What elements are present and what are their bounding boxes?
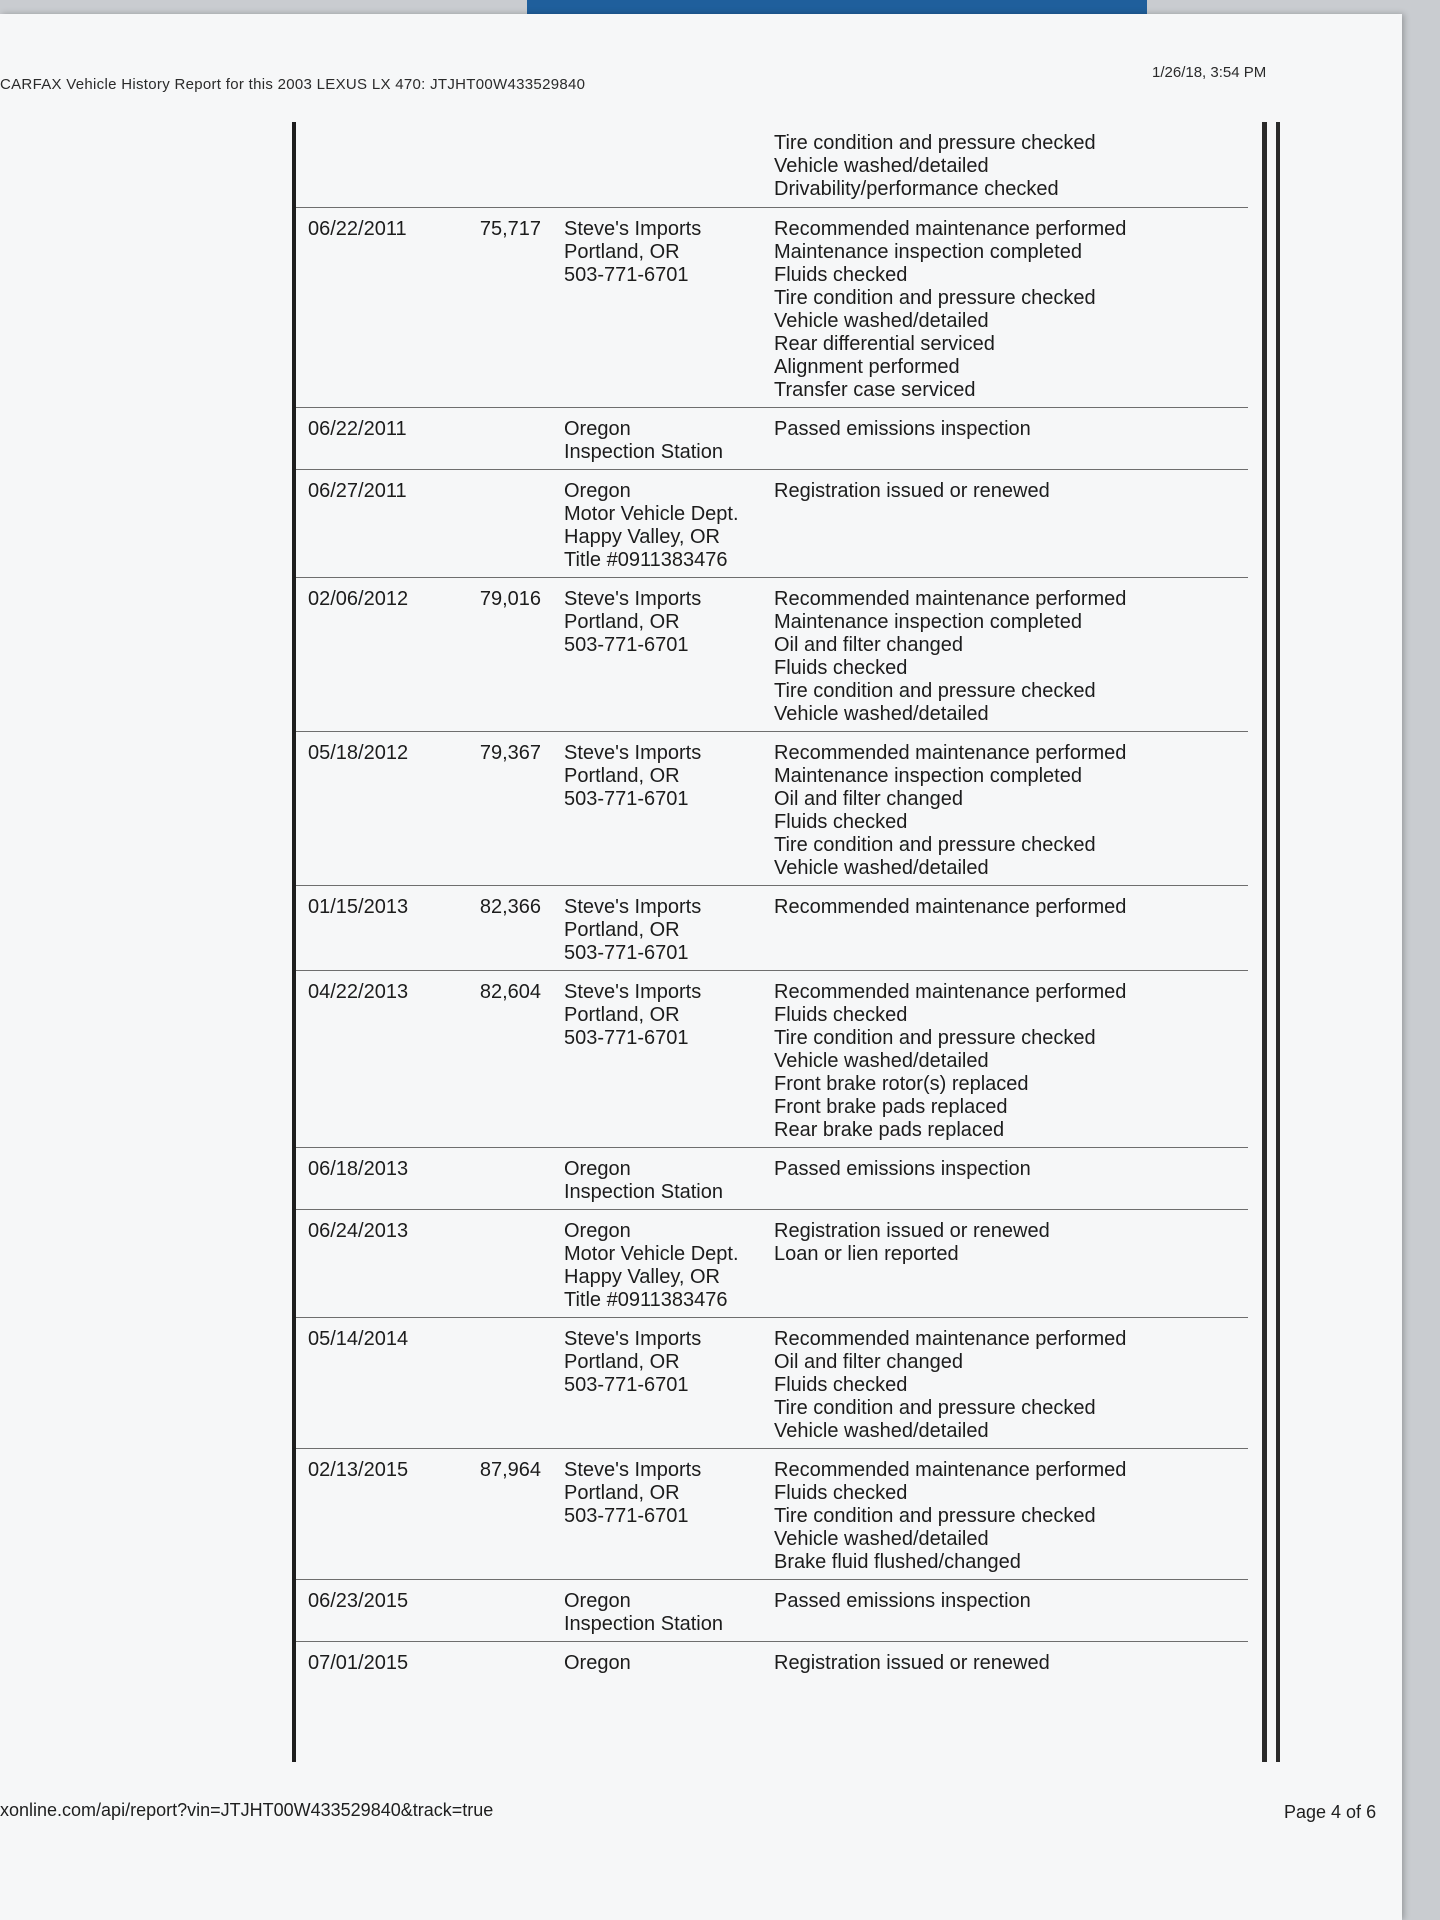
source-line: Happy Valley, OR [564, 1266, 720, 1288]
record-date: 05/14/2014 [308, 1328, 409, 1350]
comment-line: Fluids checked [774, 811, 908, 833]
comment-line: Tire condition and pressure checked [774, 1027, 1096, 1049]
record-source [564, 742, 764, 811]
table-right-rule-outer [1276, 122, 1280, 1762]
source-line: 503-771-6701 [564, 788, 689, 810]
comment-line: Recommended maintenance performed [774, 588, 1127, 610]
record-odometer: 75,717 [479, 218, 541, 240]
record-source [564, 1158, 764, 1204]
record-comments [774, 480, 1244, 503]
source-line: Title #0911383476 [564, 1289, 728, 1311]
comment-line: Passed emissions inspection [774, 418, 1031, 440]
source-line: Steve's Imports [564, 1328, 702, 1350]
record-date: 02/13/2015 [308, 1459, 409, 1481]
record-comments [774, 1158, 1244, 1181]
source-line: Happy Valley, OR [564, 526, 720, 548]
source-line: Steve's Imports [564, 1459, 702, 1481]
comment-line: Tire condition and pressure checked [774, 1397, 1096, 1419]
source-line: 503-771-6701 [564, 942, 689, 964]
history-row [296, 207, 1248, 407]
source-line: Inspection Station [564, 441, 723, 463]
record-comments [774, 1220, 1244, 1266]
comment-line: Vehicle washed/detailed [774, 703, 989, 725]
source-line: Steve's Imports [564, 218, 702, 240]
source-line: Steve's Imports [564, 981, 702, 1003]
comment-line: Maintenance inspection completed [774, 241, 1082, 263]
record-odometer: 82,366 [479, 896, 541, 918]
comment-line: Oil and filter changed [774, 788, 964, 810]
history-row [296, 577, 1248, 731]
history-row [296, 1641, 1248, 1680]
source-line: Oregon [564, 1652, 631, 1674]
print-datetime: 1/26/18, 3:54 PM [1152, 64, 1267, 81]
comment-line: Vehicle washed/detailed [774, 310, 989, 332]
source-line: Portland, OR [564, 765, 680, 787]
history-row [296, 1448, 1248, 1579]
record-odometer: 87,964 [479, 1459, 541, 1481]
history-row [296, 1209, 1248, 1317]
record-date: 05/18/2012 [308, 742, 409, 764]
comment-line: Fluids checked [774, 1004, 908, 1026]
record-source [564, 480, 764, 572]
record-comments [774, 981, 1244, 1142]
comment-line: Transfer case serviced [774, 379, 976, 401]
comment-line: Recommended maintenance performed [774, 742, 1127, 764]
history-row [296, 407, 1248, 469]
comment-line: Fluids checked [774, 1482, 908, 1504]
footer-url: xonline.com/api/report?vin=JTJHT00W433529840&track=true [0, 1800, 494, 1820]
source-line: Inspection Station [564, 1613, 723, 1635]
report-page [0, 14, 1402, 1920]
record-source [564, 588, 764, 657]
comment-line: Recommended maintenance performed [774, 1459, 1127, 1481]
comment-line: Tire condition and pressure checked [774, 287, 1096, 309]
record-date: 02/06/2012 [308, 588, 409, 610]
record-date: 06/24/2013 [308, 1220, 409, 1242]
source-line: Steve's Imports [564, 742, 702, 764]
comment-line: Rear differential serviced [774, 333, 995, 355]
comment-line: Fluids checked [774, 1374, 908, 1396]
record-source [564, 1459, 764, 1528]
comment-line: Recommended maintenance performed [774, 981, 1127, 1003]
record-comments [774, 418, 1244, 441]
comment-line: Fluids checked [774, 657, 908, 679]
source-line: Motor Vehicle Dept. [564, 1243, 739, 1265]
comment-line: Vehicle washed/detailed [774, 155, 989, 177]
record-date: 04/22/2013 [308, 981, 409, 1003]
table-right-rule [1262, 122, 1267, 1762]
record-source [564, 1220, 764, 1312]
record-date: 06/18/2013 [308, 1158, 409, 1180]
source-line: Oregon [564, 1158, 631, 1180]
record-date: 06/27/2011 [308, 480, 407, 502]
comment-line: Rear brake pads replaced [774, 1119, 1005, 1141]
record-source [564, 1590, 764, 1636]
source-line: Steve's Imports [564, 896, 702, 918]
comment-line: Recommended maintenance performed [774, 1328, 1127, 1350]
history-table [292, 122, 1248, 1762]
history-row [296, 1317, 1248, 1448]
record-source [564, 218, 764, 287]
source-line: Portland, OR [564, 1004, 680, 1026]
source-line: Oregon [564, 480, 631, 502]
record-comments [774, 1590, 1244, 1613]
history-row [296, 1579, 1248, 1641]
record-date: 01/15/2013 [308, 896, 409, 918]
history-row [296, 1147, 1248, 1209]
source-line: Portland, OR [564, 919, 680, 941]
record-odometer: 79,367 [479, 742, 541, 764]
record-comments [774, 1652, 1244, 1675]
comment-line: Passed emissions inspection [774, 1158, 1031, 1180]
comment-line: Vehicle washed/detailed [774, 1050, 989, 1072]
source-line: Oregon [564, 418, 631, 440]
record-source [564, 896, 764, 965]
source-line: Portland, OR [564, 1351, 680, 1373]
comment-line: Tire condition and pressure checked [774, 680, 1096, 702]
source-line: 503-771-6701 [564, 1505, 689, 1527]
history-row [296, 469, 1248, 577]
source-line: Portland, OR [564, 241, 680, 263]
record-comments [774, 1328, 1244, 1443]
source-line: Inspection Station [564, 1181, 723, 1203]
comment-line: Registration issued or renewed [774, 1220, 1050, 1242]
comment-line: Alignment performed [774, 356, 960, 378]
source-line: Portland, OR [564, 1482, 680, 1504]
record-comments [774, 132, 1244, 201]
comment-line: Front brake pads replaced [774, 1096, 1008, 1118]
record-date: 06/23/2015 [308, 1590, 409, 1612]
report-title: CARFAX Vehicle History Report for this 2003 LEXUS LX 470: JTJHT00W433529840 [0, 76, 586, 93]
source-line: Portland, OR [564, 611, 680, 633]
comment-line: Registration issued or renewed [774, 480, 1050, 502]
comment-line: Maintenance inspection completed [774, 611, 1082, 633]
record-source [564, 981, 764, 1050]
comment-line: Oil and filter changed [774, 1351, 964, 1373]
record-date: 06/22/2011 [308, 418, 407, 440]
source-line: 503-771-6701 [564, 1027, 689, 1049]
comment-line: Maintenance inspection completed [774, 765, 1082, 787]
record-source [564, 1652, 764, 1675]
comment-line: Registration issued or renewed [774, 1652, 1050, 1674]
history-row [296, 122, 1248, 207]
comment-line: Passed emissions inspection [774, 1590, 1031, 1612]
source-line: Motor Vehicle Dept. [564, 503, 739, 525]
source-line: 503-771-6701 [564, 264, 689, 286]
comment-line: Front brake rotor(s) replaced [774, 1073, 1029, 1095]
record-comments [774, 896, 1244, 919]
record-date: 07/01/2015 [308, 1652, 409, 1674]
comment-line: Recommended maintenance performed [774, 896, 1127, 918]
record-source [564, 1328, 764, 1397]
source-line: Oregon [564, 1220, 631, 1242]
comment-line: Tire condition and pressure checked [774, 1505, 1096, 1527]
comment-line: Drivability/performance checked [774, 178, 1059, 200]
source-line: Title #0911383476 [564, 549, 728, 571]
record-source [564, 418, 764, 464]
source-line: 503-771-6701 [564, 634, 689, 656]
comment-line: Recommended maintenance performed [774, 218, 1127, 240]
comment-line: Vehicle washed/detailed [774, 1528, 989, 1550]
comment-line: Tire condition and pressure checked [774, 132, 1096, 154]
comment-line: Oil and filter changed [774, 634, 964, 656]
source-line: Steve's Imports [564, 588, 702, 610]
history-row [296, 885, 1248, 970]
comment-line: Vehicle washed/detailed [774, 857, 989, 879]
source-line: 503-771-6701 [564, 1374, 689, 1396]
page-number: Page 4 of 6 [1284, 1802, 1377, 1822]
source-line: Oregon [564, 1590, 631, 1612]
comment-line: Tire condition and pressure checked [774, 834, 1096, 856]
comment-line: Brake fluid flushed/changed [774, 1551, 1021, 1573]
record-odometer: 82,604 [479, 981, 541, 1003]
record-comments [774, 218, 1244, 402]
comment-line: Vehicle washed/detailed [774, 1420, 989, 1442]
history-row [296, 731, 1248, 885]
record-odometer: 79,016 [479, 588, 541, 610]
comment-line: Loan or lien reported [774, 1243, 959, 1265]
history-row [296, 970, 1248, 1147]
comment-line: Fluids checked [774, 264, 908, 286]
record-comments [774, 1459, 1244, 1574]
record-comments [774, 742, 1244, 880]
history-rows [296, 122, 1248, 1680]
record-date: 06/22/2011 [308, 218, 407, 240]
record-comments [774, 588, 1244, 726]
